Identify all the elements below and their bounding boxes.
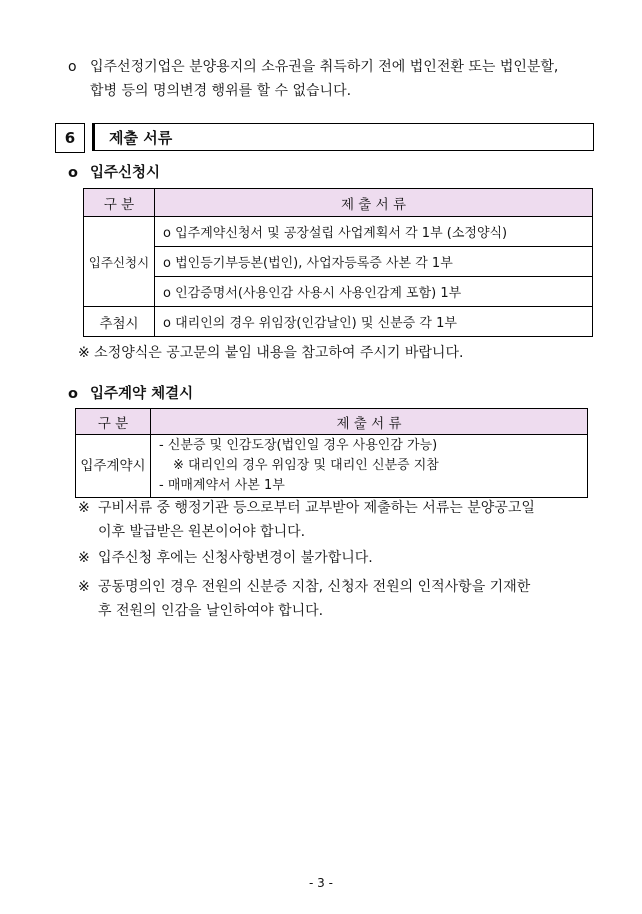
bullet: o [68,386,78,402]
table-row [76,435,588,498]
note-item [78,546,598,570]
note-line-1: 입주신청 후에는 신청사항변경이 불가합니다. [98,550,373,566]
note-line-1: 공동명의인 경우 전원의 신분증 지참, 신청자 전원의 인적사항을 기재한 [98,579,531,595]
apply-heading [68,161,160,182]
apply-documents-table [83,188,593,337]
note-mark: ※ [78,550,90,566]
intro-line-2: 합병 등의 명의변경 행위를 할 수 없습니다. [90,83,352,99]
section-title: 제출 서류 [92,123,594,151]
document-cell [151,435,588,498]
note-line-1: 구비서류 중 행정기관 등으로부터 교부받아 제출하는 서류는 분양공고일 [98,500,535,516]
intro-paragraph [68,55,598,103]
note-mark: ※ [78,500,90,516]
document-line: ※ 대리인의 경우 위임장 및 대리인 신분증 지참 [173,458,439,473]
contract-documents-table [75,408,588,498]
table-row [84,247,593,277]
table-row [84,217,593,247]
bullet: o [68,59,77,75]
category-cell: 추첨시 [84,307,155,337]
table-row [84,277,593,307]
header-documents: 제 출 서 류 [155,189,593,217]
category-cell: 입주신청시 [84,217,155,307]
document-cell: o 법인등기부등본(법인), 사업자등록증 사본 각 1부 [155,247,593,277]
category-cell: 입주계약시 [76,435,151,498]
apply-note: ※ 소정양식은 공고문의 붙임 내용을 참고하여 주시기 바랍니다. [78,345,464,361]
document-cell: o 대리인의 경우 위임장(인감날인) 및 신분증 각 1부 [155,307,593,337]
note-item [78,575,598,623]
page-number: - 3 - [309,876,333,890]
section-number: 6 [55,123,85,153]
header-category: 구 분 [84,189,155,217]
table-header-row [76,409,588,435]
table-row [84,307,593,337]
note-mark: ※ [78,579,90,595]
note-item [78,496,598,544]
intro-line-1: 입주선정기업은 분양용지의 소유권을 취득하기 전에 법인전환 또는 법인분할, [90,59,559,75]
header-category: 구 분 [76,409,151,435]
document-cell: o 입주계약신청서 및 공장설립 사업계획서 각 1부 (소정양식) [155,217,593,247]
note-line-2: 후 전원의 인감을 날인하여야 합니다. [98,603,324,619]
bullet: o [68,165,78,181]
table-header-row [84,189,593,217]
document-line: - 신분증 및 인감도장(법인일 경우 사용인감 가능) [159,438,438,453]
contract-heading [68,382,193,403]
document-cell: o 인감증명서(사용인감 사용시 사용인감계 포함) 1부 [155,277,593,307]
document-line: - 매매계약서 사본 1부 [159,478,285,493]
apply-heading-text: 입주신청시 [90,165,161,181]
header-documents: 제 출 서 류 [151,409,588,435]
contract-heading-text: 입주계약 체결시 [90,386,194,402]
note-line-2: 이후 발급받은 원본이어야 합니다. [98,524,306,540]
